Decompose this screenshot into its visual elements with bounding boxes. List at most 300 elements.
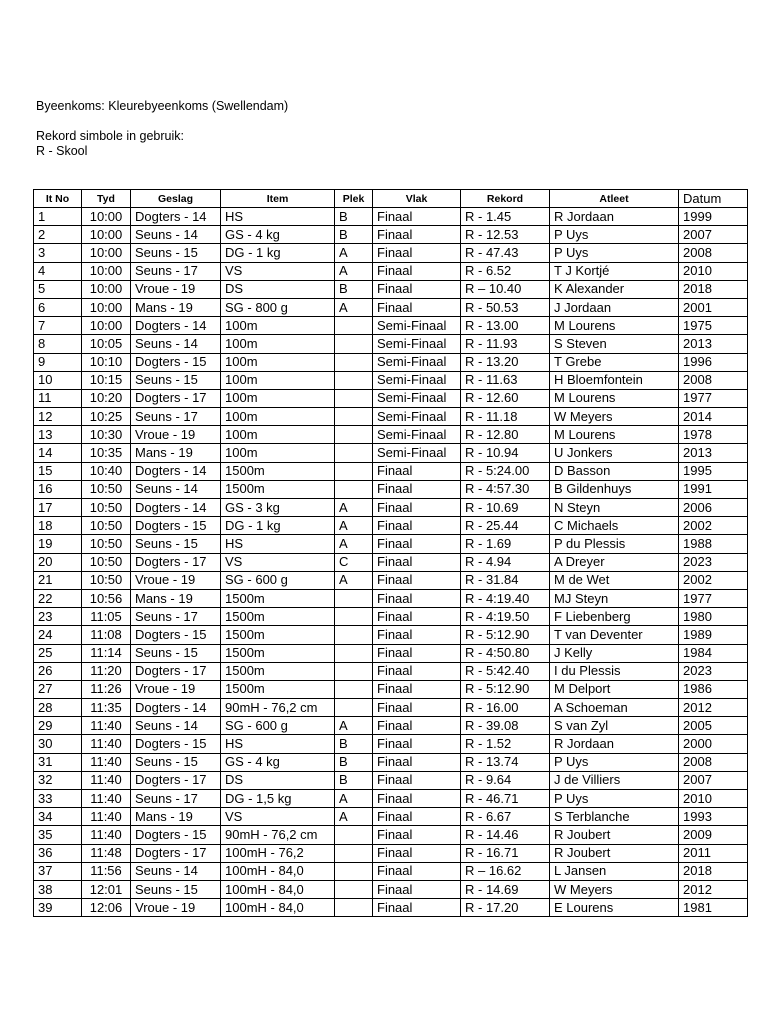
cell-item-number: 5	[34, 280, 82, 298]
cell-time: 10:20	[82, 389, 131, 407]
cell-record: R - 13.20	[461, 353, 550, 371]
cell-date: 2018	[679, 280, 748, 298]
cell-place: B	[335, 226, 373, 244]
cell-record: R - 13.74	[461, 753, 550, 771]
cell-athlete: F Liebenberg	[550, 608, 679, 626]
cell-gender-age: Vroue - 19	[131, 571, 221, 589]
cell-gender-age: Seuns - 14	[131, 226, 221, 244]
table-row	[34, 553, 748, 571]
cell-gender-age: Dogters - 14	[131, 317, 221, 335]
table-row	[34, 208, 748, 226]
cell-item-number: 18	[34, 517, 82, 535]
cell-gender-age: Dogters - 15	[131, 626, 221, 644]
meeting-title: Byeenkoms: Kleurebyeenkoms (Swellendam)	[36, 99, 289, 113]
cell-level: Finaal	[373, 608, 461, 626]
table-row	[34, 317, 748, 335]
cell-date: 2013	[679, 444, 748, 462]
cell-athlete: N Steyn	[550, 499, 679, 517]
table-row	[34, 389, 748, 407]
cell-athlete: W Meyers	[550, 408, 679, 426]
cell-record: R - 6.52	[461, 262, 550, 280]
table-row	[34, 462, 748, 480]
cell-athlete: I du Plessis	[550, 662, 679, 680]
cell-athlete: P Uys	[550, 244, 679, 262]
cell-item: VS	[221, 553, 335, 571]
cell-item-number: 22	[34, 589, 82, 607]
cell-record: R - 5:12.90	[461, 680, 550, 698]
cell-gender-age: Seuns - 15	[131, 244, 221, 262]
cell-place	[335, 353, 373, 371]
cell-time: 11:26	[82, 680, 131, 698]
cell-place: A	[335, 717, 373, 735]
cell-item-number: 35	[34, 826, 82, 844]
cell-record: R - 17.20	[461, 899, 550, 917]
cell-item: DS	[221, 771, 335, 789]
cell-record: R - 1.45	[461, 208, 550, 226]
cell-level: Finaal	[373, 535, 461, 553]
cell-level: Finaal	[373, 462, 461, 480]
cell-item: DG - 1 kg	[221, 244, 335, 262]
cell-gender-age: Seuns - 17	[131, 790, 221, 808]
cell-item: DS	[221, 280, 335, 298]
cell-time: 11:40	[82, 790, 131, 808]
cell-gender-age: Seuns - 15	[131, 880, 221, 898]
record-symbols-heading: Rekord simbole in gebruik:	[36, 129, 184, 143]
cell-time: 12:01	[82, 880, 131, 898]
cell-level: Semi-Finaal	[373, 353, 461, 371]
cell-gender-age: Vroue - 19	[131, 280, 221, 298]
cell-gender-age: Dogters - 15	[131, 735, 221, 753]
cell-place	[335, 444, 373, 462]
cell-gender-age: Vroue - 19	[131, 680, 221, 698]
cell-record: R - 4:19.50	[461, 608, 550, 626]
table-row	[34, 717, 748, 735]
cell-time: 10:50	[82, 499, 131, 517]
cell-record: R - 5:42.40	[461, 662, 550, 680]
cell-athlete: MJ Steyn	[550, 589, 679, 607]
cell-athlete: A Schoeman	[550, 699, 679, 717]
cell-item: DG - 1 kg	[221, 517, 335, 535]
cell-date: 1999	[679, 208, 748, 226]
records-table-body	[34, 208, 748, 917]
cell-gender-age: Dogters - 14	[131, 699, 221, 717]
cell-athlete: J de Villiers	[550, 771, 679, 789]
cell-item-number: 29	[34, 717, 82, 735]
cell-date: 1988	[679, 535, 748, 553]
cell-place	[335, 589, 373, 607]
cell-level: Semi-Finaal	[373, 335, 461, 353]
cell-athlete: R Joubert	[550, 826, 679, 844]
cell-item: 1500m	[221, 589, 335, 607]
table-row	[34, 626, 748, 644]
cell-time: 11:40	[82, 771, 131, 789]
cell-gender-age: Dogters - 14	[131, 462, 221, 480]
cell-gender-age: Seuns - 17	[131, 262, 221, 280]
cell-level: Finaal	[373, 844, 461, 862]
cell-item: GS - 4 kg	[221, 753, 335, 771]
cell-record: R - 16.00	[461, 699, 550, 717]
cell-level: Finaal	[373, 808, 461, 826]
cell-record: R - 12.80	[461, 426, 550, 444]
table-row	[34, 589, 748, 607]
cell-gender-age: Vroue - 19	[131, 899, 221, 917]
cell-item: HS	[221, 735, 335, 753]
cell-level: Finaal	[373, 826, 461, 844]
cell-item: 1500m	[221, 662, 335, 680]
cell-item: GS - 4 kg	[221, 226, 335, 244]
cell-athlete: T J Kortjé	[550, 262, 679, 280]
cell-item: 1500m	[221, 626, 335, 644]
cell-time: 11:56	[82, 862, 131, 880]
header-record: Rekord	[461, 190, 550, 208]
cell-level: Finaal	[373, 662, 461, 680]
cell-item-number: 10	[34, 371, 82, 389]
cell-gender-age: Dogters - 17	[131, 553, 221, 571]
table-row	[34, 335, 748, 353]
cell-record: R - 4.94	[461, 553, 550, 571]
cell-date: 2002	[679, 517, 748, 535]
cell-time: 10:50	[82, 553, 131, 571]
table-row	[34, 826, 748, 844]
cell-time: 10:00	[82, 298, 131, 316]
cell-place: B	[335, 208, 373, 226]
cell-level: Finaal	[373, 262, 461, 280]
header-gender-age: Geslag	[131, 190, 221, 208]
cell-date: 2008	[679, 371, 748, 389]
table-row	[34, 262, 748, 280]
cell-place	[335, 826, 373, 844]
cell-athlete: J Jordaan	[550, 298, 679, 316]
table-row	[34, 535, 748, 553]
cell-time: 11:40	[82, 717, 131, 735]
cell-date: 2000	[679, 735, 748, 753]
cell-gender-age: Seuns - 15	[131, 644, 221, 662]
cell-item: 100m	[221, 317, 335, 335]
cell-place	[335, 371, 373, 389]
cell-item-number: 37	[34, 862, 82, 880]
cell-date: 1984	[679, 644, 748, 662]
cell-athlete: U Jonkers	[550, 444, 679, 462]
table-row	[34, 808, 748, 826]
cell-place	[335, 644, 373, 662]
cell-item-number: 15	[34, 462, 82, 480]
cell-gender-age: Dogters - 17	[131, 771, 221, 789]
cell-date: 2023	[679, 553, 748, 571]
cell-item: 100m	[221, 335, 335, 353]
cell-place	[335, 626, 373, 644]
cell-time: 10:50	[82, 571, 131, 589]
cell-record: R - 14.46	[461, 826, 550, 844]
cell-item: 1500m	[221, 680, 335, 698]
cell-record: R - 4:57.30	[461, 480, 550, 498]
header-item-number: It No	[34, 190, 82, 208]
cell-athlete: H Bloemfontein	[550, 371, 679, 389]
table-row	[34, 699, 748, 717]
table-row	[34, 280, 748, 298]
cell-item-number: 36	[34, 844, 82, 862]
cell-record: R - 11.93	[461, 335, 550, 353]
cell-item-number: 34	[34, 808, 82, 826]
cell-item: 90mH - 76,2 cm	[221, 826, 335, 844]
table-row	[34, 790, 748, 808]
cell-level: Finaal	[373, 517, 461, 535]
cell-gender-age: Seuns - 14	[131, 335, 221, 353]
cell-record: R - 50.53	[461, 298, 550, 316]
cell-item-number: 4	[34, 262, 82, 280]
cell-gender-age: Seuns - 15	[131, 371, 221, 389]
cell-record: R - 46.71	[461, 790, 550, 808]
table-row	[34, 899, 748, 917]
cell-item: 100m	[221, 444, 335, 462]
cell-athlete: B Gildenhuys	[550, 480, 679, 498]
cell-item-number: 32	[34, 771, 82, 789]
cell-record: R - 1.69	[461, 535, 550, 553]
cell-item-number: 27	[34, 680, 82, 698]
cell-date: 2010	[679, 790, 748, 808]
cell-time: 10:40	[82, 462, 131, 480]
cell-item: 100m	[221, 389, 335, 407]
table-row	[34, 371, 748, 389]
cell-athlete: S Terblanche	[550, 808, 679, 826]
cell-item-number: 8	[34, 335, 82, 353]
cell-date: 1993	[679, 808, 748, 826]
table-row	[34, 771, 748, 789]
cell-date: 2001	[679, 298, 748, 316]
cell-athlete: K Alexander	[550, 280, 679, 298]
cell-date: 1977	[679, 389, 748, 407]
cell-date: 1980	[679, 608, 748, 626]
cell-gender-age: Seuns - 14	[131, 717, 221, 735]
cell-athlete: T van Deventer	[550, 626, 679, 644]
cell-gender-age: Dogters - 15	[131, 826, 221, 844]
cell-record: R - 5:12.90	[461, 626, 550, 644]
cell-date: 2002	[679, 571, 748, 589]
cell-place	[335, 335, 373, 353]
cell-gender-age: Seuns - 17	[131, 608, 221, 626]
cell-time: 11:14	[82, 644, 131, 662]
cell-place: A	[335, 808, 373, 826]
cell-date: 2012	[679, 880, 748, 898]
cell-time: 10:00	[82, 317, 131, 335]
cell-athlete: C Michaels	[550, 517, 679, 535]
cell-place	[335, 389, 373, 407]
cell-place	[335, 608, 373, 626]
cell-level: Semi-Finaal	[373, 444, 461, 462]
cell-date: 1975	[679, 317, 748, 335]
cell-item-number: 19	[34, 535, 82, 553]
cell-date: 2014	[679, 408, 748, 426]
cell-place: A	[335, 244, 373, 262]
cell-date: 2006	[679, 499, 748, 517]
cell-level: Finaal	[373, 753, 461, 771]
cell-level: Finaal	[373, 699, 461, 717]
cell-time: 10:10	[82, 353, 131, 371]
cell-place: B	[335, 771, 373, 789]
cell-date: 2010	[679, 262, 748, 280]
cell-record: R - 11.18	[461, 408, 550, 426]
cell-record: R - 25.44	[461, 517, 550, 535]
cell-item: 1500m	[221, 644, 335, 662]
cell-item: SG - 600 g	[221, 717, 335, 735]
cell-record: R - 9.64	[461, 771, 550, 789]
cell-date: 2007	[679, 771, 748, 789]
cell-time: 10:00	[82, 262, 131, 280]
cell-time: 11:20	[82, 662, 131, 680]
cell-athlete: R Jordaan	[550, 208, 679, 226]
cell-time: 10:00	[82, 280, 131, 298]
cell-level: Finaal	[373, 298, 461, 316]
cell-item: 100mH - 84,0	[221, 880, 335, 898]
cell-record: R - 1.52	[461, 735, 550, 753]
cell-date: 1978	[679, 426, 748, 444]
cell-athlete: J Kelly	[550, 644, 679, 662]
cell-item-number: 30	[34, 735, 82, 753]
cell-date: 2005	[679, 717, 748, 735]
cell-record: R - 10.94	[461, 444, 550, 462]
cell-item: 100mH - 84,0	[221, 862, 335, 880]
cell-athlete: A Dreyer	[550, 553, 679, 571]
cell-athlete: L Jansen	[550, 862, 679, 880]
header-item: Item	[221, 190, 335, 208]
table-row	[34, 880, 748, 898]
cell-level: Finaal	[373, 862, 461, 880]
cell-record: R - 10.69	[461, 499, 550, 517]
record-symbols-legend: R - Skool	[36, 144, 88, 158]
cell-place	[335, 862, 373, 880]
table-row	[34, 499, 748, 517]
table-row	[34, 517, 748, 535]
cell-item: 100mH - 76,2	[221, 844, 335, 862]
cell-time: 10:00	[82, 208, 131, 226]
cell-level: Semi-Finaal	[373, 371, 461, 389]
cell-gender-age: Mans - 19	[131, 808, 221, 826]
table-row	[34, 844, 748, 862]
cell-athlete: R Jordaan	[550, 735, 679, 753]
cell-athlete: M Lourens	[550, 317, 679, 335]
cell-record: R - 4:50.80	[461, 644, 550, 662]
cell-level: Finaal	[373, 880, 461, 898]
cell-item: 1500m	[221, 608, 335, 626]
cell-athlete: P Uys	[550, 753, 679, 771]
cell-record: R – 10.40	[461, 280, 550, 298]
cell-record: R - 14.69	[461, 880, 550, 898]
table-row	[34, 408, 748, 426]
cell-level: Finaal	[373, 644, 461, 662]
cell-date: 2013	[679, 335, 748, 353]
cell-athlete: W Meyers	[550, 880, 679, 898]
table-row	[34, 680, 748, 698]
cell-place: A	[335, 535, 373, 553]
cell-item-number: 31	[34, 753, 82, 771]
cell-athlete: E Lourens	[550, 899, 679, 917]
cell-time: 11:40	[82, 808, 131, 826]
cell-level: Finaal	[373, 680, 461, 698]
cell-time: 11:35	[82, 699, 131, 717]
cell-item-number: 13	[34, 426, 82, 444]
cell-level: Finaal	[373, 589, 461, 607]
cell-item: SG - 800 g	[221, 298, 335, 316]
table-row	[34, 426, 748, 444]
cell-item-number: 25	[34, 644, 82, 662]
cell-item: 100m	[221, 426, 335, 444]
cell-item-number: 17	[34, 499, 82, 517]
cell-item-number: 3	[34, 244, 82, 262]
table-row	[34, 753, 748, 771]
cell-place	[335, 317, 373, 335]
cell-level: Finaal	[373, 735, 461, 753]
cell-date: 1991	[679, 480, 748, 498]
document-header	[36, 99, 288, 159]
cell-level: Finaal	[373, 208, 461, 226]
cell-item: 100m	[221, 408, 335, 426]
cell-time: 10:50	[82, 480, 131, 498]
cell-time: 11:05	[82, 608, 131, 626]
cell-place: C	[335, 553, 373, 571]
cell-athlete: M Lourens	[550, 426, 679, 444]
cell-time: 10:00	[82, 244, 131, 262]
cell-record: R - 5:24.00	[461, 462, 550, 480]
cell-place: A	[335, 517, 373, 535]
header-place: Plek	[335, 190, 373, 208]
cell-place: A	[335, 262, 373, 280]
cell-date: 1977	[679, 589, 748, 607]
cell-level: Finaal	[373, 244, 461, 262]
header-time: Tyd	[82, 190, 131, 208]
table-row	[34, 644, 748, 662]
cell-item-number: 28	[34, 699, 82, 717]
cell-gender-age: Mans - 19	[131, 589, 221, 607]
cell-level: Semi-Finaal	[373, 426, 461, 444]
cell-item-number: 9	[34, 353, 82, 371]
cell-level: Finaal	[373, 280, 461, 298]
cell-time: 10:15	[82, 371, 131, 389]
cell-level: Semi-Finaal	[373, 389, 461, 407]
cell-gender-age: Dogters - 14	[131, 499, 221, 517]
cell-athlete: D Basson	[550, 462, 679, 480]
cell-item: 100m	[221, 353, 335, 371]
cell-item-number: 38	[34, 880, 82, 898]
cell-record: R – 16.62	[461, 862, 550, 880]
header-athlete: Atleet	[550, 190, 679, 208]
cell-time: 11:08	[82, 626, 131, 644]
cell-record: R - 39.08	[461, 717, 550, 735]
cell-athlete: P Uys	[550, 790, 679, 808]
cell-date: 2007	[679, 226, 748, 244]
cell-athlete: T Grebe	[550, 353, 679, 371]
cell-athlete: P du Plessis	[550, 535, 679, 553]
cell-place	[335, 662, 373, 680]
cell-level: Finaal	[373, 480, 461, 498]
cell-record: R - 16.71	[461, 844, 550, 862]
cell-item-number: 24	[34, 626, 82, 644]
cell-record: R - 4:19.40	[461, 589, 550, 607]
cell-gender-age: Dogters - 15	[131, 353, 221, 371]
cell-athlete: P Uys	[550, 226, 679, 244]
cell-item: SG - 600 g	[221, 571, 335, 589]
cell-place	[335, 480, 373, 498]
table-row	[34, 226, 748, 244]
cell-record: R - 6.67	[461, 808, 550, 826]
cell-place	[335, 899, 373, 917]
cell-athlete: S van Zyl	[550, 717, 679, 735]
cell-level: Finaal	[373, 899, 461, 917]
cell-gender-age: Seuns - 14	[131, 862, 221, 880]
cell-record: R - 12.60	[461, 389, 550, 407]
cell-item-number: 26	[34, 662, 82, 680]
cell-date: 1986	[679, 680, 748, 698]
table-header-row	[34, 190, 748, 208]
cell-date: 1981	[679, 899, 748, 917]
